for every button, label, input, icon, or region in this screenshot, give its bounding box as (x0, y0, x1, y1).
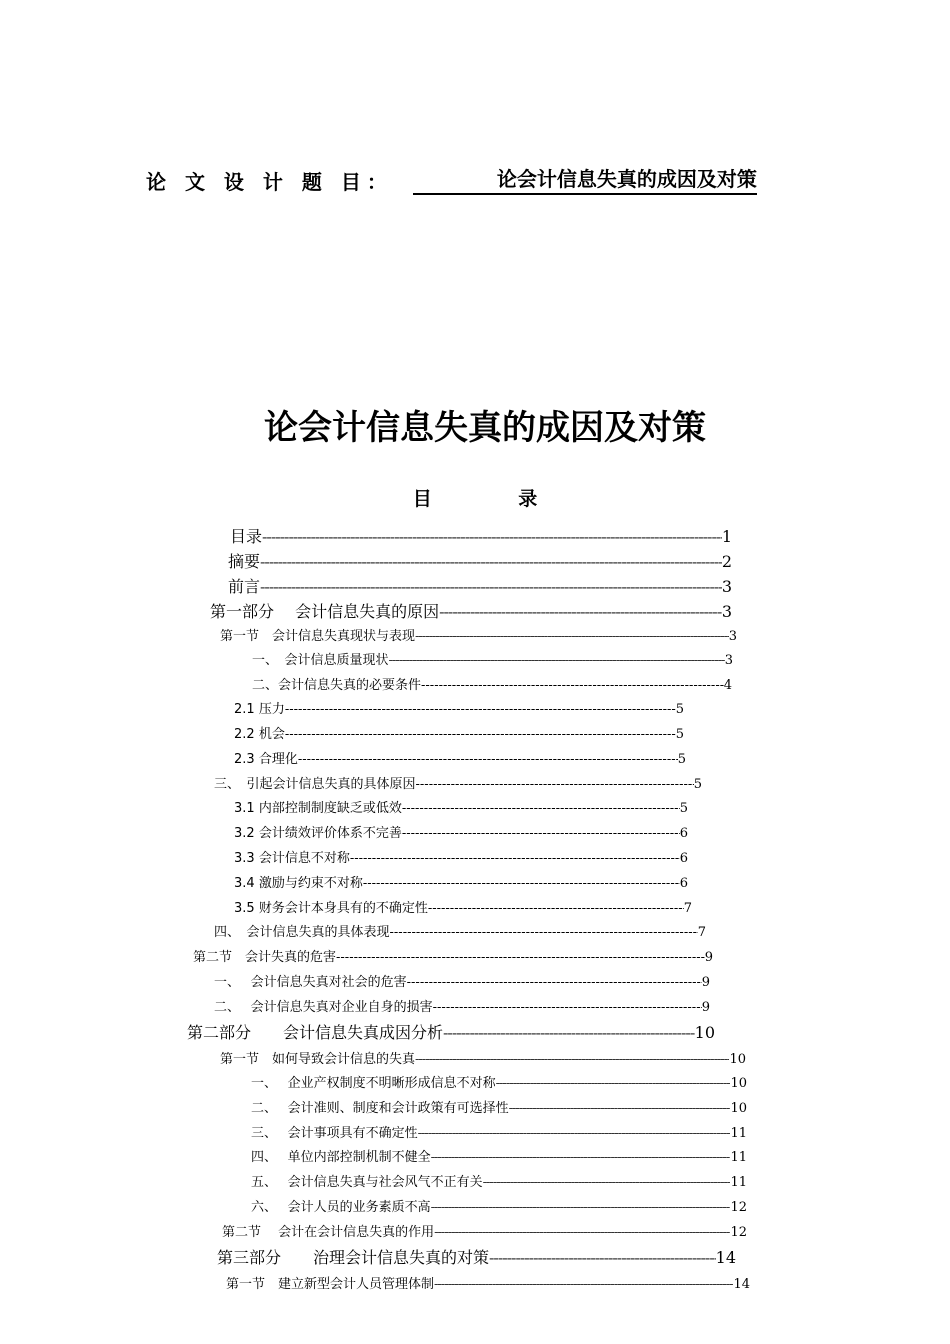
toc-entry-text: 四、 单位内部控制机制不健全 (251, 1150, 431, 1165)
toc-entry-number: 3.1 (234, 801, 255, 816)
toc-entry-text: 二、 会计信息失真对企业自身的损害 (214, 1000, 433, 1015)
toc-entry-number: 2.3 (234, 752, 255, 767)
toc-entry (251, 1072, 747, 1091)
toc-entry-text: 五、 会计信息失真与社会风气不正有关 (251, 1175, 483, 1190)
toc-entry-page: 6 (679, 876, 688, 891)
toc-entry-page: 14 (715, 1248, 736, 1267)
toc-leader (298, 752, 678, 767)
toc-entry-text: 第一节 建立新型会计人员管理体制 (226, 1277, 435, 1292)
toc-entry (214, 921, 706, 940)
toc-entry (228, 574, 732, 597)
toc-entry-number: 3.3 (234, 851, 255, 866)
toc-entry (252, 649, 733, 668)
toc-entry (251, 1097, 747, 1116)
toc-entry-text: 压力 (258, 702, 285, 717)
toc-entry (251, 1146, 747, 1165)
toc-leader (402, 801, 680, 816)
toc-entry-page: 3 (721, 602, 732, 621)
toc-entry-number: 2.2 (234, 727, 255, 742)
toc-leader (483, 1175, 731, 1190)
toc-entry-number: 3.2 (234, 826, 255, 841)
toc-leader (415, 1052, 729, 1067)
toc-entry-page: 10 (694, 1023, 715, 1042)
toc-entry-number: 3.4 (234, 876, 255, 891)
toc-entry-text: 会计绩效评价体系不完善 (258, 826, 402, 841)
toc-entry-text: 内部控制制度缺乏或低效 (258, 801, 402, 816)
toc-entry-page: 14 (733, 1277, 750, 1292)
toc-entry-page: 7 (683, 901, 692, 916)
toc-entry (234, 897, 692, 916)
toc-leader (428, 901, 684, 916)
toc-entry-page: 5 (693, 777, 702, 792)
toc-leader (433, 1000, 702, 1015)
toc-entry-page: 5 (679, 801, 688, 816)
toc-leader (262, 527, 722, 546)
toc-entry (234, 698, 684, 717)
toc-leader (418, 1126, 731, 1141)
toc-leader (390, 925, 698, 940)
toc-entry-text: 一、 会计信息失真对社会的危害 (214, 975, 407, 990)
toc-leader (363, 876, 680, 891)
toc-entry (193, 946, 713, 965)
toc-leader (489, 1248, 716, 1267)
toc-entry (251, 1122, 747, 1141)
toc-entry (222, 1221, 747, 1240)
toc-entry-text: 第二部分 会计信息失真成因分析 (187, 1023, 444, 1042)
toc-entry (234, 748, 686, 767)
toc-entry-page: 2 (721, 552, 732, 571)
main-title: 论会计信息失真的成因及对策 (264, 408, 706, 448)
toc-entry-text: 二、 会计准则、制度和会计政策有可选择性 (251, 1101, 509, 1116)
toc-entry-page: 9 (701, 1000, 710, 1015)
toc-entry-page: 9 (701, 975, 710, 990)
toc-entry (234, 822, 688, 841)
toc-leader (389, 653, 725, 668)
toc-entry-text: 一、 企业产权制度不明晰形成信息不对称 (251, 1076, 496, 1091)
toc-leader (336, 950, 705, 965)
toc-entry-page: 11 (730, 1150, 747, 1165)
toc-entry-text: 激励与约束不对称 (258, 876, 363, 891)
toc-leader (415, 629, 729, 644)
toc-leader (439, 602, 722, 621)
toc-entry-page: 10 (730, 1101, 747, 1116)
toc-entry-text: 一、 会计信息质量现状 (252, 653, 389, 668)
toc-entry (214, 996, 710, 1015)
toc-entry-page: 1 (721, 527, 732, 546)
toc-entry (187, 1020, 715, 1043)
toc-leader (407, 975, 702, 990)
toc-leader (260, 577, 722, 596)
toc-entry (220, 1048, 746, 1067)
toc-entry-text: 第一节 会计信息失真现状与表现 (220, 629, 416, 644)
toc-entry-page: 3 (724, 653, 733, 668)
toc-leader (285, 727, 676, 742)
toc-entry (251, 1196, 747, 1215)
toc-entry (230, 524, 732, 547)
toc-entry (251, 1171, 747, 1190)
toc-entry (234, 797, 688, 816)
toc-entry-text: 财务会计本身具有的不确定性 (258, 901, 428, 916)
toc-leader (434, 1225, 730, 1240)
toc-entry-text: 六、 会计人员的业务素质不高 (251, 1200, 431, 1215)
toc-entry (220, 625, 737, 644)
toc-entry-text: 会计信息不对称 (258, 851, 350, 866)
toc-entry-text: 第三部分 治理会计信息失真的对策 (217, 1248, 490, 1267)
toc-leader (285, 702, 676, 717)
toc-entry-page: 11 (730, 1126, 747, 1141)
toc-entry-page: 5 (675, 727, 684, 742)
toc-entry-page: 10 (730, 1076, 747, 1091)
toc-entry-text: 机会 (258, 727, 285, 742)
toc-entry (217, 1245, 736, 1268)
toc-leader (260, 552, 722, 571)
toc-entry-text: 三、 会计事项具有不确定性 (251, 1126, 418, 1141)
toc-leader (350, 851, 680, 866)
toc-entry-page: 7 (697, 925, 706, 940)
toc-leader (509, 1101, 731, 1116)
toc-entry-text: 第一部分 会计信息失真的原因 (210, 602, 440, 621)
toc-entry (210, 599, 732, 622)
thesis-subject-value: 论会计信息失真的成因及对策 (413, 163, 757, 195)
toc-entry (234, 872, 688, 891)
toc-entry-page: 12 (730, 1200, 747, 1215)
toc-entry (214, 773, 702, 792)
toc-entry-page: 11 (730, 1175, 747, 1190)
toc-entry-page: 3 (721, 577, 732, 596)
thesis-subject-label: 论 文 设 计 题 目： (146, 170, 393, 194)
toc-entry-page: 12 (730, 1225, 747, 1240)
toc-leader (431, 1200, 731, 1215)
toc-entry-text: 三、 引起会计信息失真的具体原因 (214, 777, 416, 792)
toc-entry-text: 目录 (230, 527, 263, 546)
toc-entry-page: 4 (723, 678, 732, 693)
toc-entry-page: 5 (675, 702, 684, 717)
toc-leader (443, 1023, 695, 1042)
toc-leader (416, 777, 694, 792)
toc-entry (214, 971, 710, 990)
toc-entry-page: 6 (679, 851, 688, 866)
toc-entry-number: 2.1 (234, 702, 255, 717)
toc-entry (234, 723, 684, 742)
toc-leader (434, 1277, 733, 1292)
toc-entry (228, 549, 732, 572)
toc-entry-text: 前言 (228, 577, 261, 596)
toc-entry-page: 5 (677, 752, 686, 767)
toc-entry-text: 第二节 会计在会计信息失真的作用 (222, 1225, 435, 1240)
toc-leader (496, 1076, 731, 1091)
toc-entry-number: 3.5 (234, 901, 255, 916)
toc-entry-page: 6 (679, 826, 688, 841)
toc-entry-text: 合理化 (258, 752, 298, 767)
toc-leader (431, 1150, 731, 1165)
toc-entry-page: 10 (729, 1052, 746, 1067)
toc-leader (421, 678, 724, 693)
toc-entry-page: 3 (728, 629, 737, 644)
toc-entry-text: 四、 会计信息失真的具体表现 (214, 925, 390, 940)
toc-entry-page: 9 (704, 950, 713, 965)
toc-entry-text: 第一节 如何导致会计信息的失真 (220, 1052, 416, 1067)
toc-entry (234, 847, 688, 866)
toc-heading: 目 录 (412, 488, 578, 510)
toc-entry-text: 第二节 会计失真的危害 (193, 950, 337, 965)
thesis-subject-line (146, 163, 757, 195)
toc-entry-text: 二、会计信息失真的必要条件 (252, 678, 422, 693)
toc-entry (226, 1273, 750, 1292)
toc-entry (252, 674, 732, 693)
toc-leader (402, 826, 680, 841)
toc-entry-text: 摘要 (228, 552, 261, 571)
